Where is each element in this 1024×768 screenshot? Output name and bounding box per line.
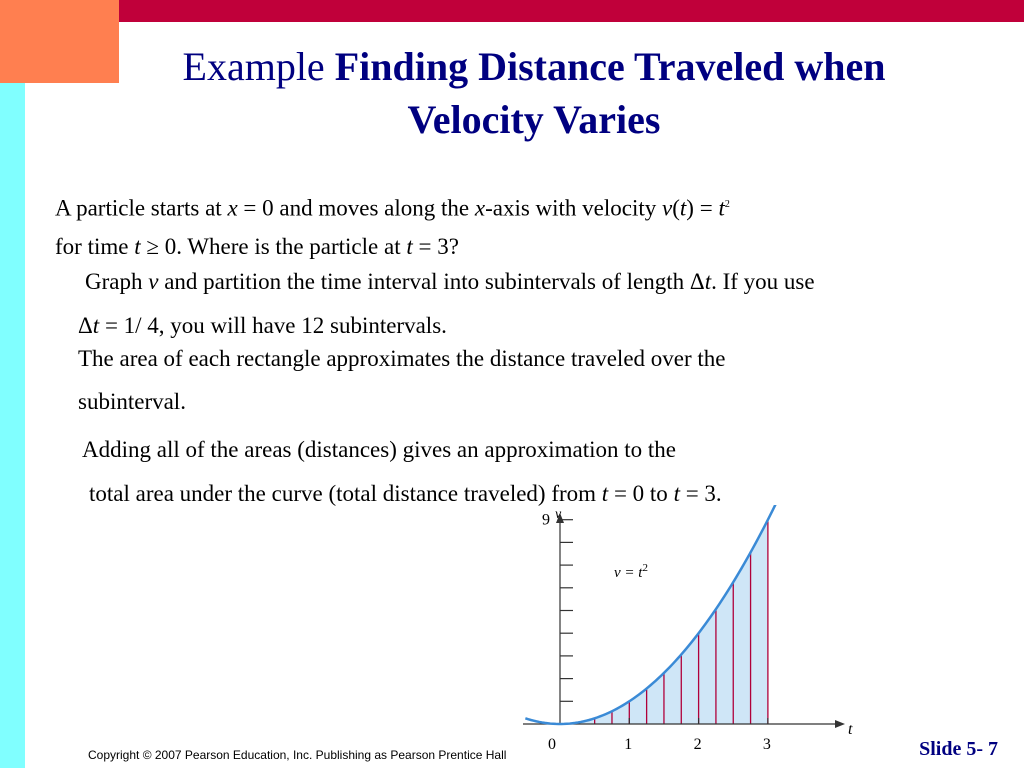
text: = 3. — [679, 481, 722, 506]
y-axis-label: v — [555, 507, 562, 522]
title-bold-line2: Velocity Varies — [407, 97, 661, 142]
text: total area under the curve (total distance traveled) from — [89, 481, 602, 506]
body-line-8 — [89, 480, 722, 508]
body-line-2 — [55, 233, 459, 261]
math-var: v — [148, 269, 159, 294]
body-line-7: Adding all of the areas (distances) gives an approximation to the — [82, 437, 676, 462]
text: Δ — [78, 313, 93, 338]
math-var: x — [227, 195, 238, 221]
math-var: t — [718, 195, 725, 221]
curve-label — [614, 562, 648, 581]
text: = 0 and moves along the — [237, 195, 475, 221]
text: -axis with velocity — [485, 195, 663, 221]
text: = 0 to — [608, 481, 674, 506]
x-tick-label: 2 — [693, 736, 702, 753]
corner-block — [0, 0, 119, 83]
text: A particle starts at — [55, 195, 228, 221]
text: . If you use — [711, 269, 815, 294]
text: = 1/ 4, you will have 12 subintervals. — [99, 313, 447, 338]
math-var: v — [662, 195, 673, 221]
math-var: t — [601, 481, 609, 506]
left-sidebar-bar — [0, 83, 25, 768]
body-line-6: subinterval. — [78, 389, 186, 414]
text: ( — [672, 195, 680, 221]
text: ≥ 0. Where is the particle at — [140, 234, 407, 259]
text: Graph — [85, 269, 149, 294]
math-var: t — [673, 481, 680, 506]
math-var: t — [679, 195, 687, 221]
slide-number: Slide 5- 7 — [919, 738, 998, 760]
text: and partition the time interval into subintervals of length Δ — [158, 269, 705, 294]
math-var: t — [406, 234, 413, 259]
x-tick-label: 0 — [548, 736, 556, 753]
copyright-text: Copyright © 2007 Pearson Education, Inc. Publishing as Pearson Prentice Hall — [88, 748, 507, 762]
text: ) = — [686, 195, 719, 221]
math-var: t — [92, 313, 100, 338]
x-tick-label: 3 — [762, 736, 771, 753]
y-tick-label: 9 — [542, 511, 550, 529]
slide-title — [119, 40, 949, 146]
body-line-1 — [55, 191, 730, 223]
x-axis-label: t — [848, 721, 853, 738]
header-bar — [119, 0, 1024, 22]
curve-label-base: v = t — [614, 565, 643, 581]
text: = 3? — [412, 234, 459, 259]
x-tick-label: 1 — [624, 736, 633, 753]
text: for time — [55, 234, 135, 259]
curve-label-exponent: 2 — [642, 562, 648, 574]
body-line-5: The area of each rectangle approximates the distance traveled over the — [78, 346, 726, 371]
title-lead: Example — [182, 44, 325, 89]
math-var: t — [134, 234, 141, 259]
x-axis-arrow — [835, 720, 845, 728]
title-bold: Finding Distance Traveled when — [334, 44, 886, 89]
math-var: t — [704, 269, 712, 294]
velocity-graph — [515, 505, 865, 755]
body-line-4 — [78, 312, 447, 340]
exponent: 2 — [724, 199, 730, 210]
body-line-3 — [85, 268, 815, 296]
math-var: x — [474, 195, 486, 221]
